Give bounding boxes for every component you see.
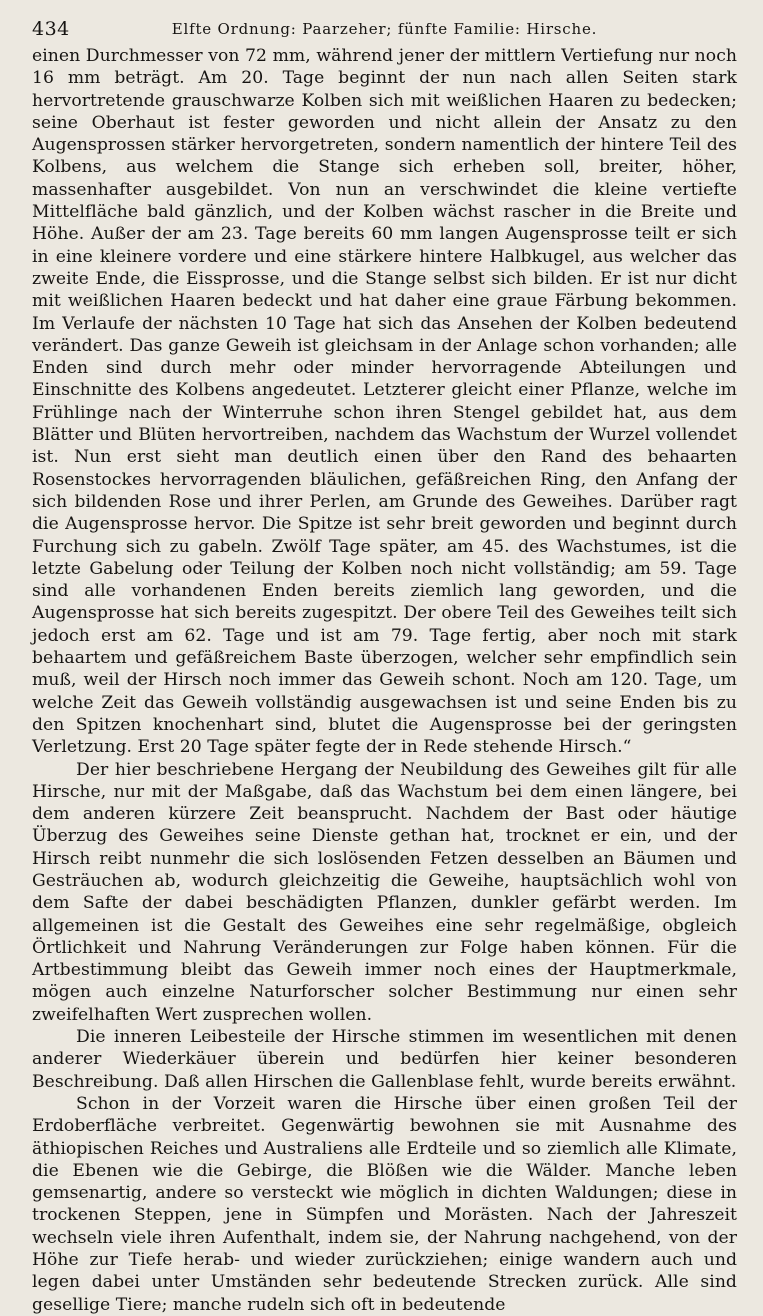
paragraph-internal-organs: Die inneren Leibesteile der Hirsche stimmen im wesentlichen mit denen anderer Wiederkäuer überein und bedürfen hier keiner besonderen Beschreibung. Daß allen Hirschen die Gallenblase fehlt, wurde bereits erwähnt. bbox=[32, 1027, 737, 1092]
paragraph-distribution: Schon in der Vorzeit waren die Hirsche über einen großen Teil der Erdoberfläche verbreitet. Gegenwärtig bewohnen sie mit Ausnahme des äthiopischen Reiches und Australiens alle Erdteile und so ziemlich alle Klimate, die Ebenen wie die Gebirge, die Blößen wie die Wälder. Manche leben gemsenartig, andere so versteckt wie möglich in dichten Waldungen; diese in trockenen Steppen, jene in Sümpfen und Morästen. Nach der Jahreszeit wechseln viele ihren Aufenthalt, indem sie, der Nahrung nachgehend, von der Höhe zur Tiefe herab- und wieder zurückziehen; einige wandern auch und legen dabei unter Umständen sehr bedeutende Strecken zurück. Alle sind gesellige Tiere; manche rudeln sich oft in bedeutende bbox=[32, 1093, 737, 1315]
running-head bbox=[32, 14, 737, 44]
body-text bbox=[32, 45, 737, 1316]
running-title: Elfte Ordnung: Paarzeher; fünfte Familie: Hirsche. bbox=[171, 20, 598, 38]
paragraph-continued: einen Durchmesser von 72 mm, während jener der mittlern Vertiefung nur noch 16 mm beträgt. Am 20. Tage beginnt der nun nach allen Seiten stark hervortretende grauschwarze Kolben sich mit weißlichen Haaren zu bedecken; seine Oberhaut ist fester geworden und nicht allein der Ansatz zu den Augensprossen stärker hervorgetreten, sondern namentlich der hintere Teil des Kolbens, aus welchem die Stange sich erheben soll, breiter, höher, massenhafter ausgebildet. Von nun an verschwindet die kleine vertiefte Mittelfläche bald gänzlich, und der Kolben wächst rascher in die Breite und Höhe. Außer der am 23. Tage bereits 60 mm langen Augensprosse teilt er sich in eine kleinere vordere und eine stärkere hintere Halbkugel, aus welcher das zweite Ende, die Eissprosse, und die Stange selbst sich bilden. Er ist nur dicht mit weißlichen Haaren bedeckt und hat daher eine graue Färbung bekommen. Im Verlaufe der nächsten 10 Tage hat sich das Ansehen der Kolben bedeutend verändert. Das ganze Geweih ist gleichsam in der Anlage schon vorhanden; alle Enden sind durch mehr oder minder hervorragende Abteilungen und Einschnitte des Kolbens angedeutet. Letzterer gleicht einer Pflanze, welche im Frühlinge nach der Winterruhe schon ihren Stengel gebildet hat, aus dem Blätter und Blüten hervortreiben, nachdem das Wachstum der Wurzel vollendet ist. Nun erst sieht man deutlich einen über den Rand des behaarten Rosenstockes hervorragenden bläulichen, gefäßreichen Ring, den Anfang der sich bildenden Rose und ihrer Perlen, am Grunde des Geweihes. Darüber ragt die Augensprosse hervor. Die Spitze ist sehr breit geworden und beginnt durch Furchung sich zu gabeln. Zwölf Tage später, am 45. des Wachstumes, ist die letzte Gabelung oder Teilung der Kolben noch nicht vollständig; am 59. Tage sind alle vorhandenen Enden bereits ziemlich lang geworden, und die Augensprosse hat sich bereits zugespitzt. Der obere Teil des Geweihes teilt sich jedoch erst am 62. Tage und ist am 79. Tage fertig, aber noch mit stark behaartem und gefäßreichem Baste überzogen, welcher sehr empfindlich sein muß, weil der Hirsch noch immer das Geweih schont. Noch am 120. Tage, um welche Zeit das Geweih vollständig ausgewachsen ist und seine Enden bis zu den Spitzen knochenhart sind, blutet die Augensprosse bei der geringsten Verletzung. Erst 20 Tage später fegte der in Rede stehende Hirsch.“ bbox=[32, 46, 737, 758]
paragraph-antler-growth: Der hier beschriebene Hergang der Neubildung des Geweihes gilt für alle Hirsche, nur mit der Maßgabe, daß das Wachstum bei dem einen längere, bei dem anderen kürzere Zeit beansprucht. Nachdem der Bast oder häutige Überzug des Geweihes seine Dienste gethan hat, trocknet er ein, und der Hirsch reibt nunmehr die sich loslösenden Fetzen desselben an Bäumen und Gesträuchen ab, wodurch gleichzeitig die Geweihe, hauptsächlich wohl von dem Safte der dabei beschädigten Pflanzen, dunkler gefärbt werden. Im allgemeinen ist die Gestalt des Geweihes eine sehr regelmäßige, obgleich Örtlichkeit und Nahrung Veränderungen zur Folge haben können. Für die Artbestimmung bleibt das Geweih immer noch eines der Hauptmerkmale, mögen auch einzelne Naturforscher solcher Bestimmung nur einen sehr zweifelhaften Wert zusprechen wollen. bbox=[32, 759, 737, 1025]
page-number: 434 bbox=[32, 18, 70, 40]
